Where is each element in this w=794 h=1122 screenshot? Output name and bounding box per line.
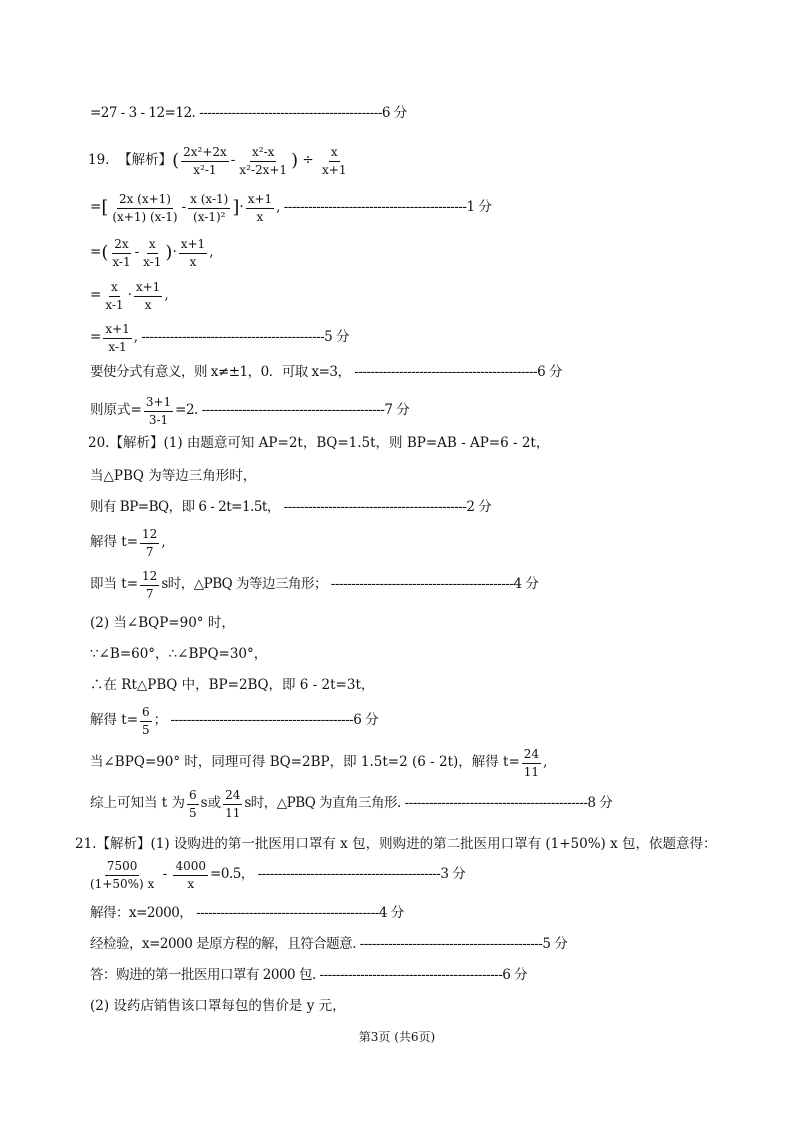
q20-line-4: 解得 t= $\frac{12}{7}$ ,	[90, 527, 166, 559]
q20-line-3: 则有 BP=BQ，即 6 - 2t=1.5t， ---------------------------------------------2 分	[90, 499, 492, 515]
q19-expression: 19. 【解析】 ( $\frac{\text{2x²+2x}}{\text{x²-1}}$ - $\frac{\text{x²-x}}{\text{x²-2x+1}}$ ) ÷ $\frac{x}{x+1}$	[88, 145, 347, 177]
fraction: $\frac{x+1}{x-1}$	[105, 322, 130, 354]
fraction: $\frac{12}{7}$	[142, 569, 158, 601]
fraction: $\frac{x+1}{x}$	[180, 237, 206, 269]
q19-domain-line: 要使分式有意义，则 x≠±1，0．可取 x=3， ---------------------------------------------6 分	[90, 364, 562, 380]
line-result-27: =27 - 3 - 12=12. ---------------------------------------------6 分	[90, 105, 407, 121]
q19-step-3: = ( $\frac{2x}{x-1}$ - $\frac{x}{x-1}$ ) · $\frac{x+1}{x}$ ,	[90, 237, 214, 269]
fraction: $\frac{3+1}{3-1}$	[145, 395, 172, 427]
fraction: $\frac{\text{2x²+2x}}{\text{x²-1}}$	[183, 145, 227, 177]
q19-number: 19.	[88, 152, 110, 169]
q20-line-8: ∴在 Rt△PBQ 中，BP=2BQ，即 6 - 2t=3t，	[90, 677, 375, 693]
q21-line-6: (2) 设药店销售该口罩每包的售价是 y 元，	[90, 998, 346, 1014]
q20-line-7: ∵∠B=60°，∴∠BPQ=30°，	[90, 646, 268, 662]
fraction: $\frac{x+1}{x}$	[135, 280, 161, 312]
q21-line-1: 21.【解析】(1) 设购进的第一批医用口罩有 x 包，则购进的第二批医用口罩有 (1+50%) x 包，依题意得：	[75, 836, 717, 852]
q20-line-9: 解得 t= $\frac{6}{5}$ ； ---------------------------------------------6 分	[90, 705, 379, 737]
q21-line-5: 答：购进的第一批医用口罩有 2000 包. ---------------------------------------------6 分	[90, 967, 528, 983]
fraction: $\frac{x}{x-1}$	[105, 280, 124, 312]
fraction: $\frac{6}{5}$	[142, 705, 150, 737]
q21-line-4: 经检验，x=2000 是原方程的解，且符合题意. ---------------------------------------------5 分	[90, 936, 568, 952]
page-footer: 第3页 (共6页)	[358, 1030, 436, 1044]
q21-equation: $\frac{7500}{(1+50\%) x}$ - $\frac{4000}{x}$ =0.5， ---------------------------------------------3 分	[90, 859, 466, 891]
q20-line-6: (2) 当∠BQP=90° 时，	[90, 615, 235, 631]
paren-open: (	[172, 150, 180, 172]
fraction: $\frac{24}{11}$	[225, 788, 241, 820]
fraction: $\frac{x}{x+1}$	[322, 145, 347, 177]
fraction: $\frac{x}{x-1}$	[143, 237, 162, 269]
fraction: $\frac{6}{5}$	[189, 788, 197, 820]
q21-line-3: 解得：x=2000， ---------------------------------------------4 分	[90, 905, 404, 921]
q20-line-11: 综上可知当 t 为 $\frac{6}{5}$ s或 $\frac{24}{11}$ s时，△PBQ 为直角三角形. ---------------------------------------------8 分	[90, 788, 613, 820]
fraction: $\frac{\text{x²-x}}{\text{x²-2x+1}}$	[239, 145, 288, 177]
q19-step-4: = $\frac{x}{x-1}$ · $\frac{x+1}{x}$ ,	[90, 280, 169, 312]
fraction: $\frac{x+1}{x}$	[247, 192, 273, 224]
q19-tag: 【解析】	[118, 152, 173, 169]
fraction: $\frac{4000}{x}$	[175, 859, 207, 891]
q19-step-5: = $\frac{x+1}{x-1}$ , ---------------------------------------------5 分	[90, 322, 350, 354]
q20-line-5: 即当 t= $\frac{12}{7}$ s时，△PBQ 为等边三角形； ---------------------------------------------4 分	[90, 569, 539, 601]
fraction: $\frac{12}{7}$	[142, 527, 158, 559]
fraction: $\frac{24}{11}$	[523, 747, 540, 779]
q19-step-2: = [ $\frac{2x (x+1)}{(x+1) (x-1)}$ - $\frac{x (x-1)}{\text{(x-1)²}}$ ] · $\frac{x+1}{x}$ , ---------------------------------------------1 分	[90, 192, 492, 224]
q20-line-10: 当∠BPQ=90° 时，同理可得 BQ=2BP，即 1.5t=2 (6 - 2t)，解得 t= $\frac{24}{11}$ ,	[90, 747, 548, 779]
fraction: $\frac{2x}{x-1}$	[112, 237, 131, 269]
q19-final: 则原式= $\frac{3+1}{3-1}$ =2. ---------------------------------------------7 分	[90, 395, 410, 427]
fraction: $\frac{x (x-1)}{\text{(x-1)²}}$	[190, 192, 229, 224]
q20-line-2: 当△PBQ 为等边三角形时，	[90, 468, 257, 484]
fraction: $\frac{7500}{(1+50\%) x}$	[90, 859, 155, 891]
paren-close: )	[291, 150, 299, 172]
q20-line-1: 20.【解析】(1) 由题意可知 AP=2t，BQ=1.5t，则 BP=AB - AP=6 - 2t，	[88, 435, 550, 451]
fraction: $\frac{2x (x+1)}{(x+1) (x-1)}$	[112, 192, 178, 224]
